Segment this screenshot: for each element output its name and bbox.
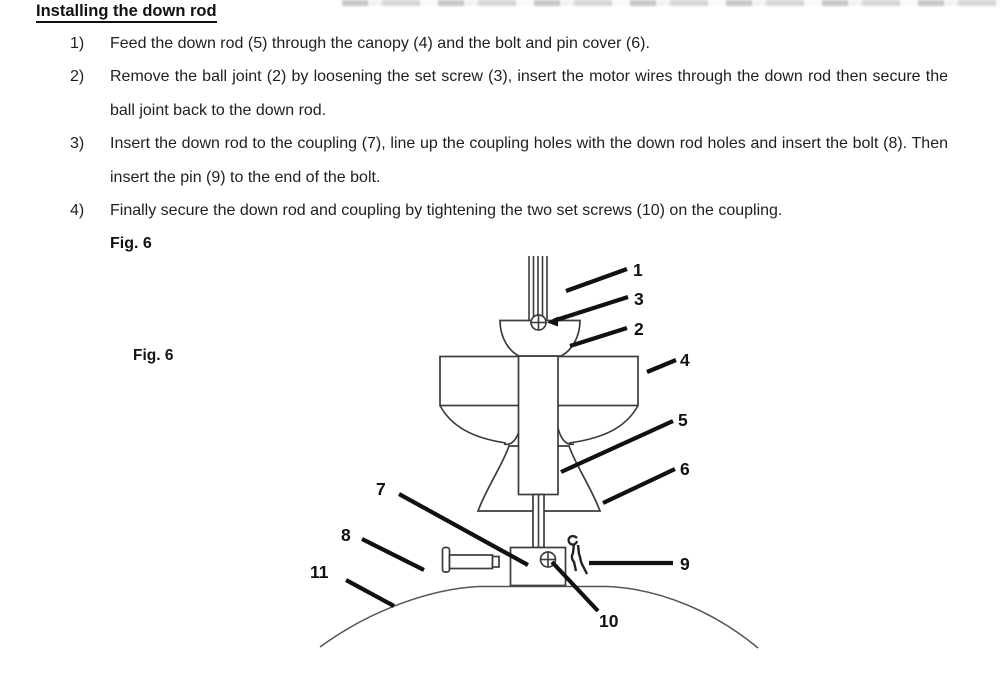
- figure-caption: Fig. 6: [110, 235, 152, 253]
- callout-11: 11: [310, 562, 329, 582]
- callout-3: 3: [634, 289, 644, 309]
- list-item-text: Feed the down rod (5) through the canopy (4) and the bolt and pin cover (6).: [110, 35, 650, 52]
- callout-5: 5: [678, 410, 688, 430]
- list-item-number: 2): [70, 68, 85, 86]
- callout-2: 2: [634, 319, 644, 339]
- callout-9: 9: [680, 554, 690, 574]
- motor-housing: [320, 587, 758, 649]
- callout-8: 8: [341, 525, 351, 545]
- list-item-text: Insert the down rod to the coupling (7), line up the coupling holes with the down rod holes and insert the bolt (8). Then insert the pin (9) to the end of the bolt.: [110, 135, 948, 186]
- figure-caption-side: Fig. 6: [133, 347, 174, 364]
- callout-10: 10: [599, 611, 619, 631]
- callout-6: 6: [680, 459, 690, 479]
- list-item-number: 1): [70, 35, 85, 52]
- list-item-text: Finally secure the down rod and coupling by tightening the two set screws (10) on the coupling.: [110, 202, 783, 220]
- set-screw-top: [531, 315, 546, 330]
- motor-wires: [529, 256, 547, 321]
- callout-numbers: [310, 260, 690, 631]
- list-item-number: 4): [70, 202, 85, 220]
- list-item-number: 3): [70, 135, 85, 153]
- cotter-pin: [569, 536, 587, 574]
- page-title: Installing the down rod: [36, 2, 217, 23]
- down-rod: [519, 356, 559, 495]
- bolt: [443, 548, 500, 573]
- callout-7: 7: [376, 479, 386, 499]
- callout-1: 1: [633, 260, 643, 280]
- callout-4: 4: [680, 350, 690, 370]
- lower-rod: [533, 495, 544, 548]
- list-item-text: Remove the ball joint (2) by loosening the set screw (3), insert the motor wires through the down rod then secure the ball joint back to the down rod.: [110, 68, 948, 119]
